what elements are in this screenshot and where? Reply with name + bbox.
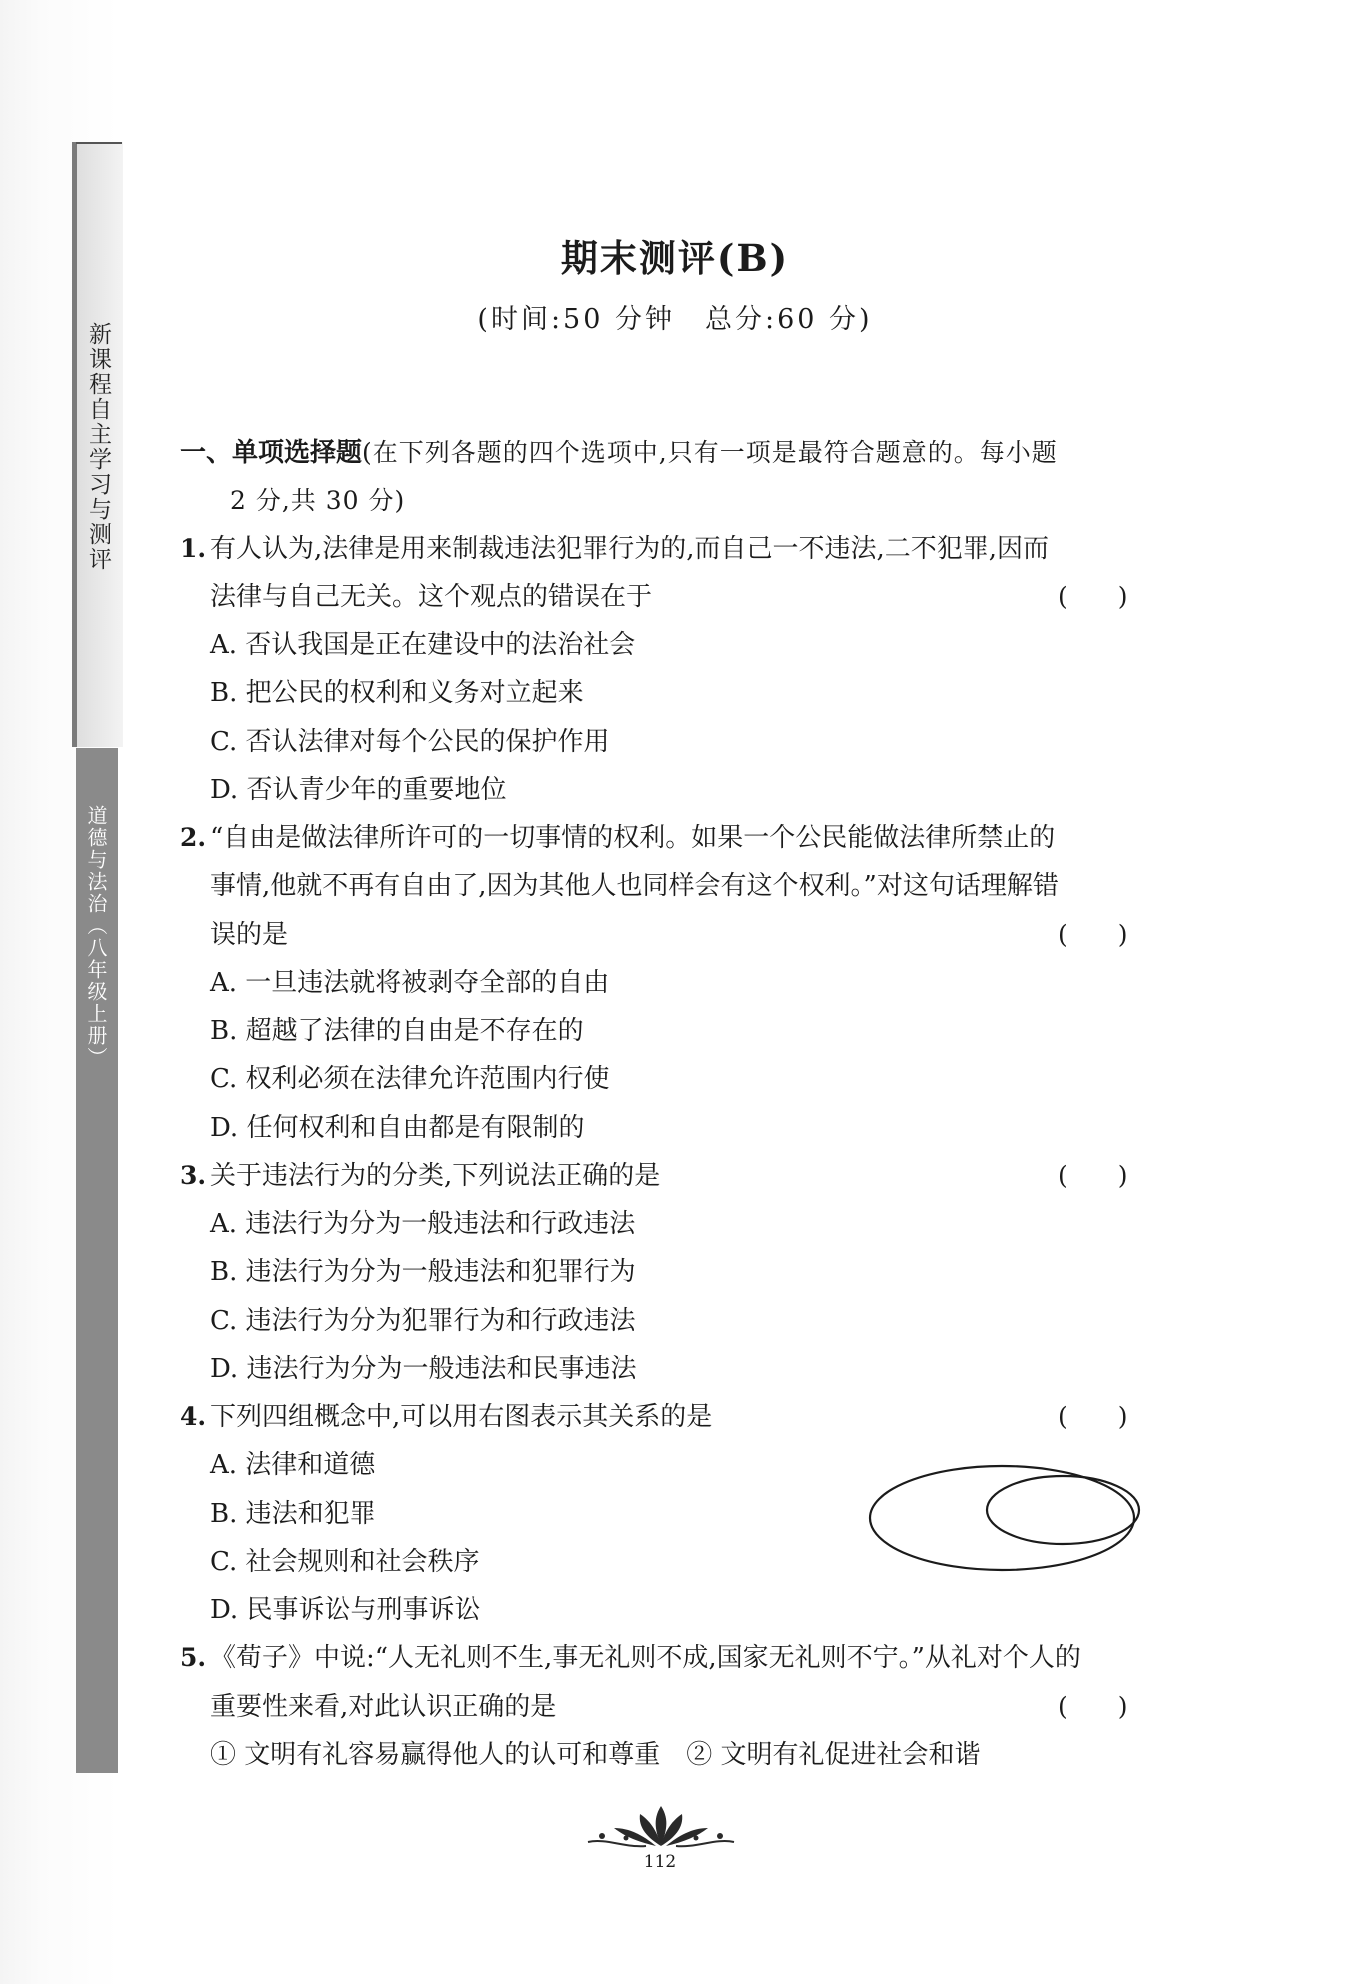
option: D. 任何权利和自由都是有限制的 — [210, 1113, 585, 1143]
answer-blank[interactable]: ( ) — [1058, 1161, 1128, 1190]
question-text: 法律与自己无关。这个观点的错误在于 — [210, 582, 653, 612]
option: A. 否认我国是正在建设中的法治社会 — [210, 630, 636, 660]
spine-top-rule — [76, 142, 122, 144]
question-text: 下列四组概念中,可以用右图表示其关系的是 — [210, 1402, 713, 1432]
option: C. 违法行为分为犯罪行为和行政违法 — [210, 1306, 636, 1336]
option: B. 违法行为分为一般违法和犯罪行为 — [210, 1257, 636, 1287]
answer-blank[interactable]: ( ) — [1058, 920, 1128, 949]
option: C. 权利必须在法律允许范围内行使 — [210, 1064, 610, 1094]
question-text: 关于违法行为的分类,下列说法正确的是 — [210, 1161, 661, 1191]
statement: ① 文明有礼容易赢得他人的认可和尊重 ② 文明有礼促进社会和谐 — [210, 1740, 981, 1770]
answer-blank[interactable]: ( ) — [1058, 582, 1128, 611]
answer-blank[interactable]: ( ) — [1058, 1402, 1128, 1431]
section-note: (在下列各题的四个选项中,只有一项是最符合题意的。每小题 — [362, 438, 1058, 467]
exam-info: (时间:50 分钟 总分:60 分) — [477, 304, 873, 335]
nested-ellipse-diagram — [868, 1462, 1144, 1574]
floral-ornament-icon — [586, 1802, 736, 1852]
option: D. 否认青少年的重要地位 — [210, 775, 507, 805]
section-note-continued: 2 分,共 30 分) — [230, 486, 406, 515]
option: D. 民事诉讼与刑事诉讼 — [210, 1595, 481, 1625]
page-title: 期末测评(B) — [560, 236, 790, 280]
outer-ellipse — [870, 1466, 1134, 1570]
option: D. 违法行为分为一般违法和民事违法 — [210, 1354, 637, 1384]
question-number: 5. — [180, 1643, 207, 1672]
question-text: 有人认为,法律是用来制裁违法犯罪行为的,而自己一不违法,二不犯罪,因而 — [210, 534, 1050, 564]
question-text: 《荀子》中说:“人无礼则不生,事无礼则不成,国家无礼则不宁。”从礼对个人的 — [210, 1643, 1081, 1673]
question-number: 4. — [180, 1402, 207, 1431]
section-heading — [180, 438, 1110, 469]
book-title: 道德与法治︵八年级上册︶ — [84, 805, 108, 1069]
series-title: 新课程自主学习与测评 — [85, 322, 111, 572]
inner-ellipse — [987, 1476, 1139, 1544]
question-number: 1. — [180, 534, 207, 563]
question-text: 事情,他就不再有自由了,因为其他人也同样会有这个权利。”对这句话理解错 — [210, 871, 1059, 901]
section-title: 一、单项选择题 — [180, 438, 363, 468]
option: A. 违法行为分为一般违法和行政违法 — [210, 1209, 636, 1239]
option: B. 把公民的权利和义务对立起来 — [210, 678, 584, 708]
question-number: 2. — [180, 823, 207, 852]
question-text: “自由是做法律所许可的一切事情的权利。如果一个公民能做法律所禁止的 — [210, 823, 1056, 853]
option: A. 一旦违法就将被剥夺全部的自由 — [210, 968, 610, 998]
option: A. 法律和道德 — [210, 1450, 376, 1480]
option: C. 社会规则和社会秩序 — [210, 1547, 480, 1577]
answer-blank[interactable]: ( ) — [1058, 1692, 1128, 1721]
option: C. 否认法律对每个公民的保护作用 — [210, 727, 610, 757]
page-number: 112 — [643, 1852, 677, 1872]
question-text: 重要性来看,对此认识正确的是 — [210, 1692, 557, 1722]
question-text: 误的是 — [210, 920, 289, 950]
option: B. 超越了法律的自由是不存在的 — [210, 1016, 584, 1046]
option: B. 违法和犯罪 — [210, 1499, 376, 1529]
question-number: 3. — [180, 1161, 207, 1190]
